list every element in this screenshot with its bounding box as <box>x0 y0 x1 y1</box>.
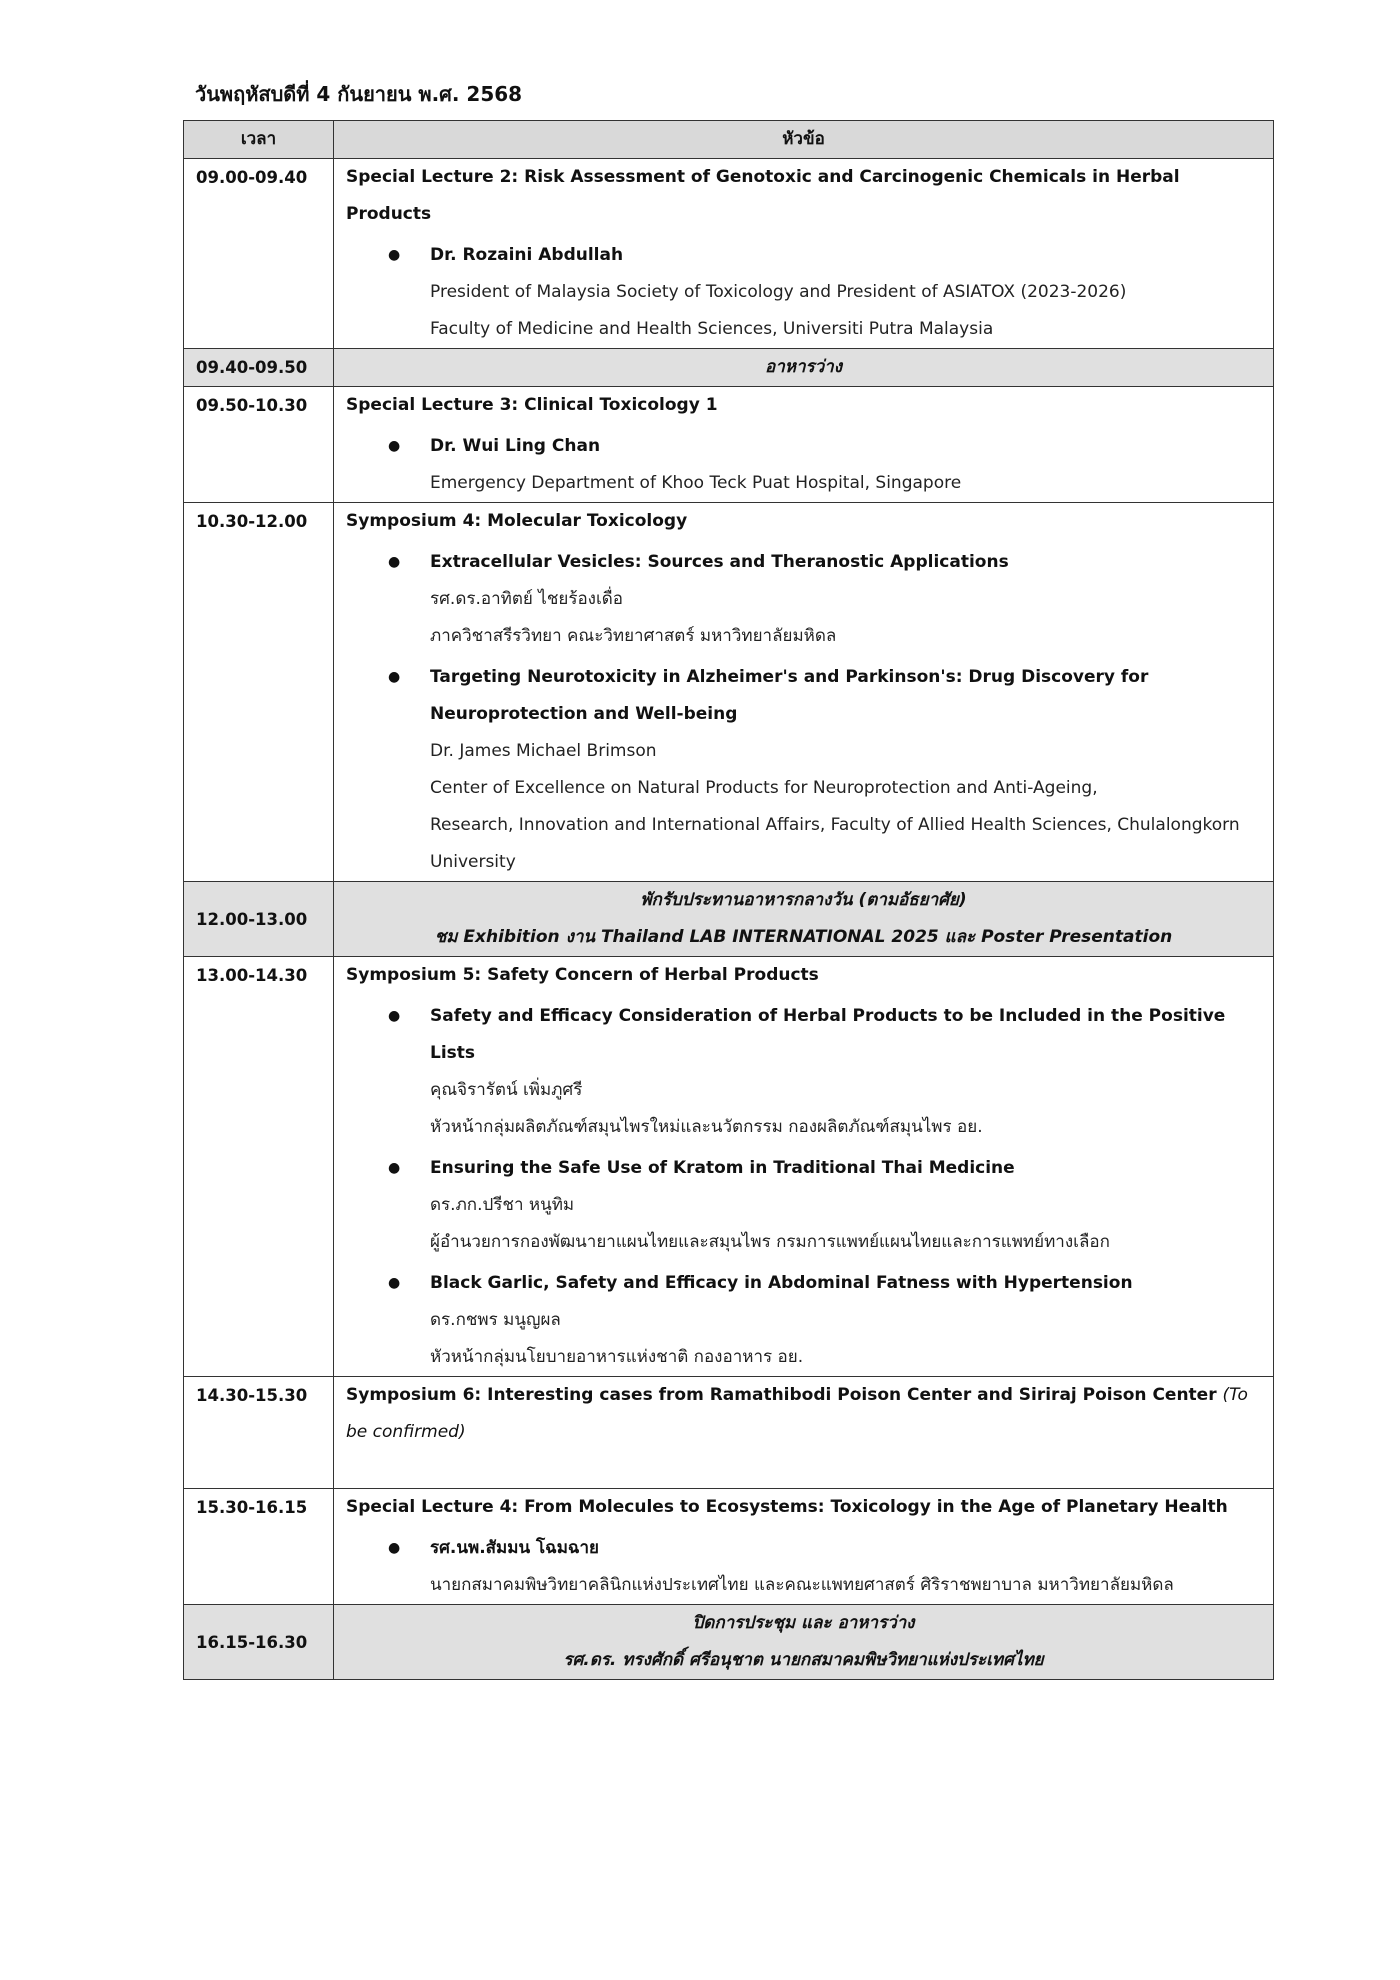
agenda-body <box>184 159 1274 1680</box>
heading-note: (To be confirmed) <box>346 1385 1248 1442</box>
session-topic <box>334 503 1274 882</box>
item-detail: คุณจิรารัตน์ เพิ่มภูศรี <box>430 1080 583 1100</box>
session-topic <box>334 1489 1274 1605</box>
item-detail: รศ.ดร.อาทิตย์ ไชยร้องเดื่อ <box>430 589 624 609</box>
table-row <box>184 387 1274 503</box>
item-title: Ensuring the Safe Use of Kratom in Traditional Thai Medicine <box>430 1158 1015 1178</box>
item-title: Safety and Efficacy Consideration of Herbal Products to be Included in the Positive Lists <box>430 1006 1226 1063</box>
list-item <box>346 659 1261 881</box>
list-item <box>346 1150 1261 1261</box>
session-heading <box>346 1489 1261 1526</box>
session-heading <box>346 1377 1261 1451</box>
session-time: 12.00-13.00 <box>184 882 334 957</box>
session-topic <box>334 159 1274 349</box>
bullet-icon: ● <box>388 554 401 570</box>
item-detail: Dr. James Michael Brimson <box>430 741 657 761</box>
item-detail: ดร.กชพร มนูญผล <box>430 1310 561 1330</box>
list-item <box>346 544 1261 655</box>
item-detail: หัวหน้ากลุ่มนโยบายอาหารแห่งชาติ กองอาหาร อย. <box>430 1347 804 1367</box>
agenda-table <box>183 120 1274 1680</box>
item-detail: Emergency Department of Khoo Teck Puat Hospital, Singapore <box>430 473 962 493</box>
item-detail: หัวหน้ากลุ่มผลิตภัณฑ์สมุนไพรใหม่และนวัตกรรม กองผลิตภัณฑ์สมุนไพร อย. <box>430 1117 983 1137</box>
session-topic <box>334 1377 1274 1489</box>
table-row <box>184 349 1274 387</box>
item-detail: Center of Excellence on Natural Products for Neuroprotection and Anti-Ageing, <box>430 778 1098 798</box>
session-topic <box>334 957 1274 1377</box>
item-title: Dr. Wui Ling Chan <box>430 436 601 456</box>
session-topic <box>334 1605 1274 1680</box>
agenda-page <box>183 78 1273 1680</box>
bullet-icon: ● <box>388 438 401 454</box>
table-row <box>184 957 1274 1377</box>
session-heading <box>346 159 1261 233</box>
break-line: รศ.ดร. ทรงศักดิ์ ศรีอนุชาต นายกสมาคมพิษวิทยาแห่งประเทศไทย <box>563 1650 1044 1670</box>
topic-column-header: หัวข้อ <box>334 121 1274 159</box>
bullet-icon: ● <box>388 669 401 685</box>
list-item <box>346 1530 1261 1604</box>
break-line: อาหารว่าง <box>764 357 843 377</box>
break-line: ชม Exhibition งาน Thailand LAB INTERNATIONAL 2025 และ Poster Presentation <box>434 927 1173 947</box>
item-detail: President of Malaysia Society of Toxicology and President of ASIATOX (2023-2026) <box>430 282 1127 302</box>
session-time: 14.30-15.30 <box>184 1377 334 1489</box>
bullet-icon: ● <box>388 1275 401 1291</box>
item-detail: ภาควิชาสรีรวิทยา คณะวิทยาศาสตร์ มหาวิทยาลัยมหิดล <box>430 626 837 646</box>
table-row <box>184 503 1274 882</box>
session-time: 10.30-12.00 <box>184 503 334 882</box>
table-row <box>184 159 1274 349</box>
session-heading <box>346 387 1261 424</box>
table-header-row <box>184 121 1274 159</box>
session-topic <box>334 349 1274 387</box>
item-detail: Faculty of Medicine and Health Sciences, Universiti Putra Malaysia <box>430 319 994 339</box>
table-row <box>184 1605 1274 1680</box>
session-time: 09.40-09.50 <box>184 349 334 387</box>
bullet-icon: ● <box>388 1540 401 1556</box>
session-heading-text: Special Lecture 2: Risk Assessment of Genotoxic and Carcinogenic Chemicals in Herbal Products <box>346 167 1180 224</box>
list-item <box>346 1265 1261 1376</box>
time-column-header: เวลา <box>184 121 334 159</box>
session-heading-text: Special Lecture 4: From Molecules to Ecosystems: Toxicology in the Age of Planetary Health <box>346 1497 1228 1517</box>
item-detail: ดร.ภก.ปรีชา หนูทิม <box>430 1195 575 1215</box>
item-title: Extracellular Vesicles: Sources and Theranostic Applications <box>430 552 1009 572</box>
bullet-icon: ● <box>388 247 401 263</box>
table-row <box>184 1377 1274 1489</box>
session-heading-text: Special Lecture 3: Clinical Toxicology 1 <box>346 395 718 415</box>
date-title: วันพฤหัสบดีที่ 4 กันยายน พ.ศ. 2568 <box>195 82 523 106</box>
item-title: Targeting Neurotoxicity in Alzheimer's and Parkinson's: Drug Discovery for Neuroprotection and Well-being <box>430 667 1149 724</box>
item-detail: Research, Innovation and International Affairs, Faculty of Allied Health Sciences, Chulalongkorn University <box>430 815 1240 872</box>
item-detail: ผู้อำนวยการกองพัฒนายาแผนไทยและสมุนไพร กรมการแพทย์แผนไทยและการแพทย์ทางเลือก <box>430 1232 1110 1252</box>
bullet-icon: ● <box>388 1008 401 1024</box>
item-title: Black Garlic, Safety and Efficacy in Abdominal Fatness with Hypertension <box>430 1273 1133 1293</box>
spacer <box>346 1451 1261 1488</box>
table-row <box>184 1489 1274 1605</box>
session-heading-text: Symposium 5: Safety Concern of Herbal Products <box>346 965 819 985</box>
break-line: ปิดการประชุม และ อาหารว่าง <box>692 1613 915 1633</box>
session-topic <box>334 882 1274 957</box>
session-time: 15.30-16.15 <box>184 1489 334 1605</box>
session-time: 09.00-09.40 <box>184 159 334 349</box>
item-title: รศ.นพ.สัมมน โฉมฉาย <box>430 1538 599 1558</box>
break-line: พักรับประทานอาหารกลางวัน (ตามอัธยาศัย) <box>640 890 967 910</box>
session-heading <box>346 957 1261 994</box>
session-heading <box>346 503 1261 540</box>
list-item <box>346 428 1261 502</box>
session-topic <box>334 387 1274 503</box>
item-title: Dr. Rozaini Abdullah <box>430 245 624 265</box>
bullet-icon: ● <box>388 1160 401 1176</box>
list-item <box>346 237 1261 348</box>
session-time: 13.00-14.30 <box>184 957 334 1377</box>
session-heading-text: Symposium 6: Interesting cases from Ramathibodi Poison Center and Siriraj Poison Center <box>346 1385 1217 1405</box>
item-detail: นายกสมาคมพิษวิทยาคลินิกแห่งประเทศไทย และคณะแพทยศาสตร์ ศิริราชพยาบาล มหาวิทยาลัยมหิดล <box>430 1575 1174 1595</box>
session-time: 09.50-10.30 <box>184 387 334 503</box>
session-heading-text: Symposium 4: Molecular Toxicology <box>346 511 688 531</box>
list-item <box>346 998 1261 1146</box>
table-row <box>184 882 1274 957</box>
session-time: 16.15-16.30 <box>184 1605 334 1680</box>
